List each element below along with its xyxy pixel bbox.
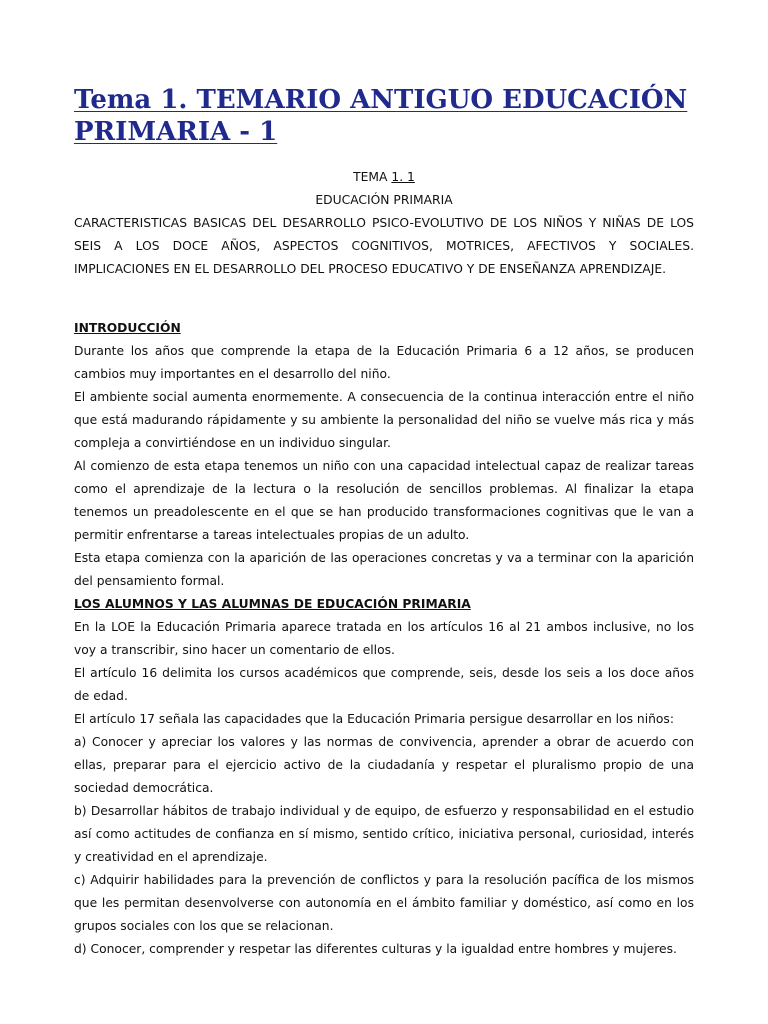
paragraph: El artículo 16 delimita los cursos académicos que comprende, seis, desde los seis a los doce años de edad. (74, 666, 694, 703)
list-item: c) Adquirir habilidades para la prevención de conflictos y para la resolución pacífica de los mismos que les permitan desenvolverse con autonomía en el ámbito familiar y doméstico, así como en los grupos sociales con los que se relacionan. (74, 873, 694, 933)
paragraph: Esta etapa comienza con la aparición de las operaciones concretas y va a terminar con la aparición del pensamiento formal. (74, 551, 694, 588)
list-item: b) Desarrollar hábitos de trabajo individual y de equipo, de esfuerzo y responsabilidad en el estudio así como actitudes de confianza en sí mismo, sentido crítico, iniciativa personal, curiosidad, interés y creatividad en el aprendizaje. (74, 804, 694, 864)
section-alumnos-body (74, 616, 694, 961)
list-item: a) Conocer y apreciar los valores y las normas de convivencia, aprender a obrar de acuerdo con ellas, preparar para el ejercicio activo de la ciudadanía y respetar el pluralismo propio de una sociedad democrática. (74, 735, 694, 795)
tema-label: TEMA (353, 170, 388, 184)
section-heading-introduccion: INTRODUCCIÓN (74, 321, 181, 335)
paragraph: El artículo 17 señala las capacidades que la Educación Primaria persigue desarrollar en los niños: (74, 712, 674, 726)
tema-line (74, 166, 694, 189)
document-subtitle: EDUCACIÓN PRIMARIA (315, 193, 453, 207)
section-introduccion-body (74, 340, 694, 593)
paragraph: El ambiente social aumenta enormemente. A consecuencia de la continua interacción entre el niño que está madurando rápidamente y su ambiente la personalidad del niño se vuelve más rica y más compleja a convirtiéndose en un individuo singular. (74, 390, 694, 450)
tema-number: 1. 1 (391, 170, 415, 184)
list-item: d) Conocer, comprender y respetar las diferentes culturas y la igualdad entre hombres y mujeres. (74, 942, 677, 956)
document-title[interactable]: Tema 1. TEMARIO ANTIGUO EDUCACIÓN PRIMARIA - 1 (74, 85, 688, 147)
paragraph: En la LOE la Educación Primaria aparece tratada en los artículos 16 al 21 ambos inclusive, no los voy a transcribir, sino hacer un comentario de ellos. (74, 620, 694, 657)
intro-statement: CARACTERISTICAS BASICAS DEL DESARROLLO PSICO-EVOLUTIVO DE LOS NIÑOS Y NIÑAS DE LOS SEIS A LOS DOCE AÑOS, ASPECTOS COGNITIVOS, MOTRICES, AFECTIVOS Y SOCIALES. IMPLICACIONES EN EL DESARROLLO DEL PROCESO EDUCATIVO Y DE ENSEÑANZA APRENDIZAJE. (74, 216, 694, 276)
section-spacer (74, 281, 694, 317)
paragraph: Al comienzo de esta etapa tenemos un niño con una capacidad intelectual capaz de realizar tareas como el aprendizaje de la lectura o la resolución de sencillos problemas. Al finalizar la etapa tenemos un preadolescente en el que se han producido transformaciones cognitivas que le van a permitir enfrentarse a tareas intelectuales propias de un adulto. (74, 459, 694, 542)
section-heading-alumnos: LOS ALUMNOS Y LAS ALUMNAS DE EDUCACIÓN PRIMARIA (74, 597, 471, 611)
paragraph: Durante los años que comprende la etapa de la Educación Primaria 6 a 12 años, se producen cambios muy importantes en el desarrollo del niño. (74, 344, 694, 381)
